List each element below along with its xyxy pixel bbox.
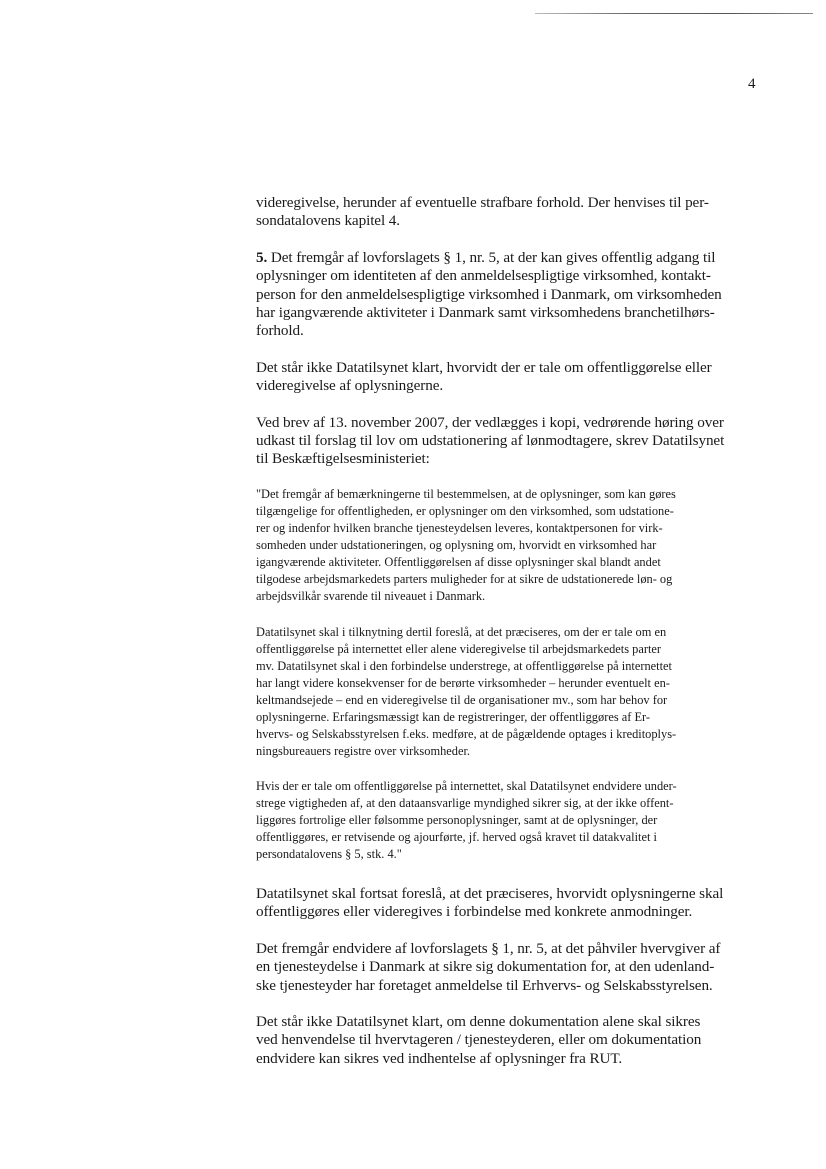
quote-line: Datatilsynet skal i tilknytning dertil foreslå, at det præciseres, om der er tale om en [256,624,667,639]
text-line: videregivelse af oplysningerne. [256,377,444,395]
quote-line: liggøres fortrolige eller følsomme personoplysninger, samt at de oplysninger, der [256,812,658,827]
scan-edge-line [535,13,813,14]
quote-line: tilgængelige for offentligheden, er oplysninger om den virksomhed, som udstatione- [256,503,674,518]
quote-line: Hvis der er tale om offentliggørelse på internettet, skal Datatilsynet endvidere under- [256,778,677,793]
text-line: ved henvendelse til hvervtageren / tjenesteyderen, eller om dokumentation [256,1031,702,1049]
quote-line: offentliggørelse på internettet eller alene videregivelse til arbejdsmarkedets parter [256,641,662,656]
quote-line: persondatalovens § 5, stk. 4." [256,846,402,861]
page-number: 4 [748,76,756,92]
quote-line: igangværende aktiviteter. Offentliggørelsen af disse oplysninger skal blandt andet [256,554,661,569]
text-line: endvidere kan sikres ved indhentelse af oplysninger fra RUT. [256,1049,623,1067]
text-line: person for den anmeldelsespligtige virksomhed i Danmark, om virksomheden [256,285,722,303]
quote-line: offentliggøres, er retvisende og ajourførte, jf. herved også kravet til datakvalitet i [256,829,657,844]
text-line: forhold. [256,322,304,340]
text-line: ske tjenesteyder har foretaget anmeldelse til Erhvervs- og Selskabsstyrelsen. [256,976,713,994]
document-body [256,194,751,1068]
text-line: Det står ikke Datatilsynet klart, hvorvidt der er tale om offentliggørelse eller [256,358,712,376]
quote-line: somheden under udstationeringen, og oplysning om, hvorvidt en virksomhed har [256,537,657,552]
quote-line: keltmandsejede – end en videregivelse til de organisationer mv., som har behov for [256,692,668,707]
paragraph-unclear [256,359,751,396]
quote-line: arbejdsvilkår svarende til niveauet i Danmark. [256,588,486,603]
quote-line: oplysningerne. Erfaringsmæssigt kan de registreringer, der offentliggøres af Er- [256,709,651,724]
text-fragment: Det fremgår af lovforslagets § 1, nr. 5, at der kan gives offentlig adgang til [267,248,716,266]
text-line: har igangværende aktiviteter i Danmark samt virksomhedens branchetilhørs- [256,304,715,322]
quote-line: tilgodese arbejdsmarkedets parters muligheder for at sikre de udstationerede løn- og [256,571,673,586]
paragraph-proposal [256,885,751,922]
text-line: Datatilsynet skal fortsat foreslå, at det præciseres, hvorvidt oplysningerne skal [256,884,724,902]
section-number: 5. [256,248,268,266]
text-line: sondatalovens kapitel 4. [256,212,400,230]
quote-line: rer og indenfor hvilken branche tjenesteydelsen leveres, kontaktpersonen for virk- [256,520,663,535]
paragraph-intro [256,194,751,231]
text-line: Det står ikke Datatilsynet klart, om denne dokumentation alene skal sikres [256,1012,701,1030]
quote-paragraph-3 [256,778,751,863]
text-line: oplysninger om identiteten af den anmeldelsespligtige virksomhed, kontakt- [256,267,711,285]
paragraph-documentation [256,940,751,995]
text-line: udkast til forslag til lov om udstationering af lønmodtagere, skrev Datatilsynet [256,432,725,450]
quote-line: har langt videre konsekvenser for de berørte virksomheder – herunder eventuelt en- [256,675,670,690]
quote-line: hvervs- og Selskabsstyrelsen f.eks. medføre, at de pågældende optages i kreditoplys- [256,726,677,741]
paragraph-section-5 [256,249,751,341]
quote-paragraph-2 [256,624,751,760]
quote-paragraph-1 [256,486,751,605]
text-line: til Beskæftigelsesministeriet: [256,450,430,468]
text-line: Ved brev af 13. november 2007, der vedlægges i kopi, vedrørende høring over [256,413,724,431]
text-line: videregivelse, herunder af eventuelle strafbare forhold. Der henvises til per- [256,194,709,211]
text-line: en tjenesteydelse i Danmark at sikre sig dokumentation for, at den udenland- [256,958,715,976]
quote-line: strege vigtigheden af, at den dataansvarlige myndighed sikrer sig, at der ikke offent- [256,795,674,810]
quote-line: ningsbureauers registre over virksomheder. [256,743,471,758]
paragraph-documentation-unclear [256,1013,751,1068]
quote-line: mv. Datatilsynet skal i den forbindelse understrege, at offentliggørelse på internettet [256,658,672,673]
text-line [256,249,751,267]
paragraph-letter-reference [256,414,751,469]
quote-line: "Det fremgår af bemærkningerne til bestemmelsen, at de oplysninger, som kan gøres [256,486,676,501]
text-line: Det fremgår endvidere af lovforslagets § 1, nr. 5, at det påhviler hvervgiver af [256,939,721,957]
text-line: offentliggøres eller videregives i forbindelse med konkrete anmodninger. [256,903,693,921]
